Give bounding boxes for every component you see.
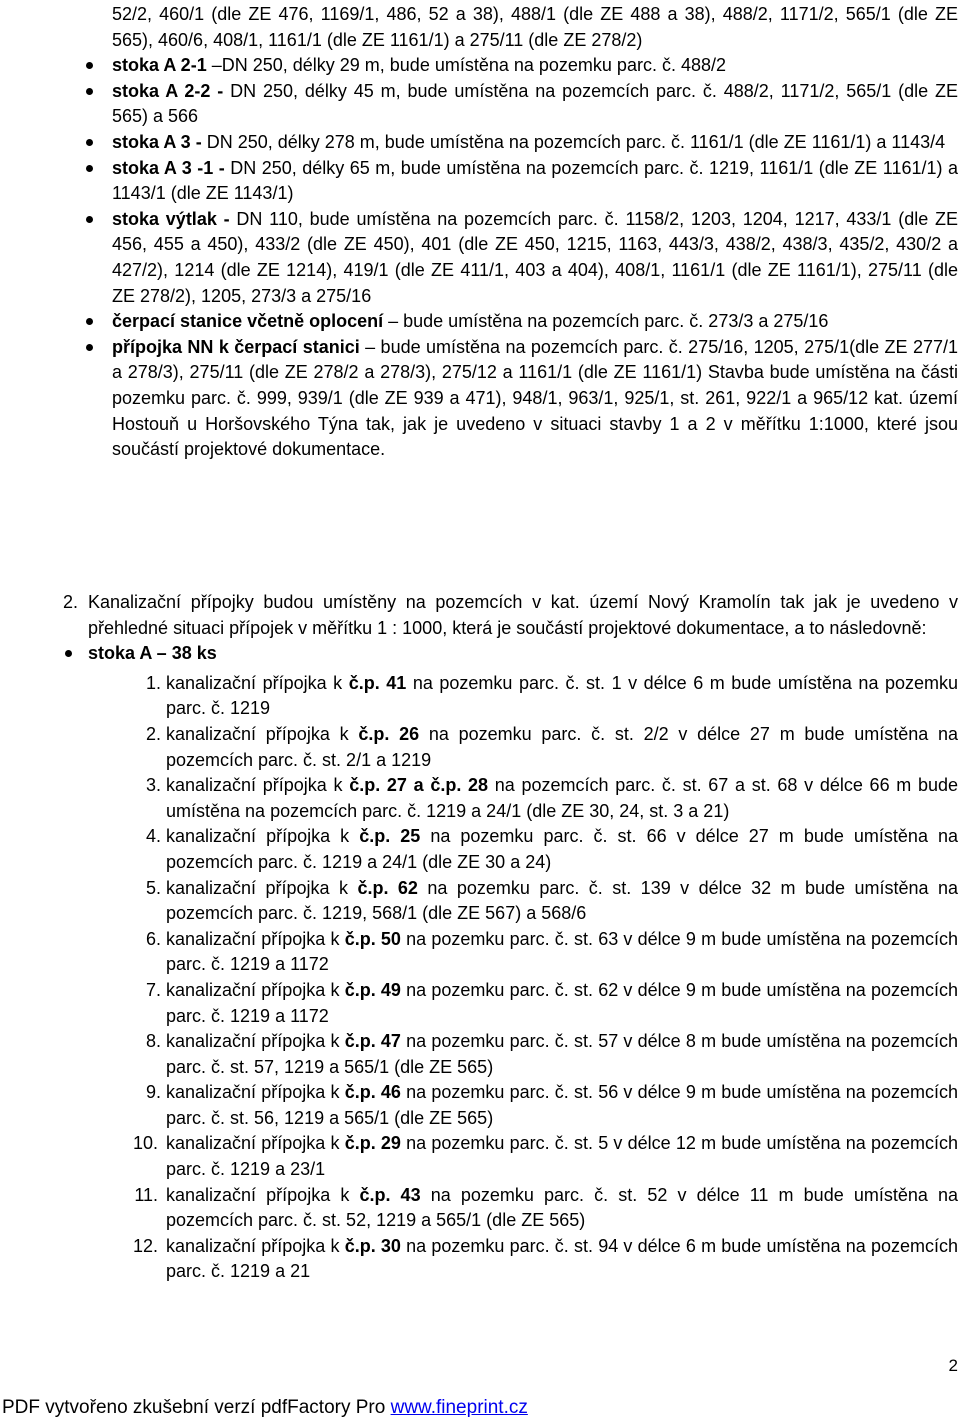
list-item	[63, 1183, 958, 1234]
bullet-item	[86, 207, 958, 309]
footer-text: PDF vytvořeno zkušební verzí pdfFactory Pro	[2, 1397, 391, 1418]
item-number: 1.	[145, 672, 161, 693]
list-item	[63, 1029, 958, 1080]
item-cp: č.p. 41	[348, 672, 407, 693]
continuation-paragraph: 52/2, 460/1 (dle ZE 476, 1169/1, 486, 52 a 38), 488/1 (dle ZE 488 a 38), 488/2, 1171/2, 565/1 (dle ZE 565), 460/6, 408/1, 1161/1 (dle ZE 1161/1) a 275/11 (dle ZE 278/2)	[112, 4, 958, 50]
bullet-label: stoka A 3 -	[112, 131, 202, 152]
item-cp: č.p. 30	[344, 1235, 401, 1256]
bullet-label: přípojka NN k čerpací stanici	[112, 336, 360, 357]
item-text: na pozemku parc. č. st. 52 v délce 11 m bude umístěna na pozemcích parc. č. st. 52, 1219 a 565/1 (dle ZE 565)	[166, 1184, 959, 1231]
bullet-item	[86, 130, 958, 156]
item-prefix: kanalizační přípojka k	[166, 1184, 360, 1205]
item-text: na pozemcích parc. č. st. 67 a st. 68 v délce 66 m bude umístěna na pozemcích parc. č. 1219 a 24/1 (dle ZE 30, 24, st. 3 a 21)	[166, 775, 959, 821]
list-item	[63, 773, 958, 824]
stoka-heading	[63, 641, 958, 667]
item-number: 3.	[145, 775, 161, 796]
item-text: na pozemku parc. č. st. 62 v délce 9 m bude umístěna na pozemcích parc. č. 1219 a 1172	[166, 979, 959, 1026]
item-prefix: kanalizační přípojka k	[166, 877, 358, 898]
page-number: 2	[948, 1356, 958, 1375]
item-prefix: kanalizační přípojka k	[166, 928, 345, 949]
item-number: 8.	[145, 1031, 161, 1052]
item-cp: č.p. 29	[344, 1133, 401, 1154]
bullet-text: DN 110, bude umístěna na pozemcích parc. č. 1158/2, 1203, 1204, 1217, 433/1 (dle ZE 456, 455 a 450), 433/2 (dle ZE 450), 401 (dle ZE 450, 1215, 1163, 443/3, 438/2, 438/3, 435/2, 430/2 a 427/2), 1214 (dle ZE 1214), 419/1 (dle ZE 411/1, 403 a 404), 408/1, 1161/1 (dle ZE 1161/1), 275/11 (dle ZE 278/2), 1205, 273/3 a 275/16	[112, 208, 958, 306]
item-number: 7.	[145, 979, 161, 1000]
bullet-text: DN 250, délky 278 m, bude umístěna na pozemcích parc. č. 1161/1 (dle ZE 1161/1) a 1143/4	[201, 131, 946, 152]
list-item	[63, 876, 958, 927]
item-prefix: kanalizační přípojka k	[166, 1133, 345, 1154]
item-cp: č.p. 43	[359, 1184, 421, 1205]
item-number: 10.	[132, 1133, 158, 1154]
bullet-text: – bude umístěna na pozemcích parc. č. 275/16, 1205, 275/1(dle ZE 277/1 a 278/3), 275/11 (dle ZE 278/2 a 278/3), 275/12 a 1161/1 (dle ZE 1161/1) Stavba bude umístěna na části pozemku parc. č. 999, 939/1 (dle ZE 939 a 471), 948/1, 963/1, 925/1, st. 261, 922/1 a 965/12 kat. území Hostouň u Horšovského Týna tak, jak je uvedeno v situaci stavby 1 a 2 v měřítku 1:1000, které jsou součástí projektové dokumentace.	[112, 336, 959, 460]
list-item	[63, 671, 958, 722]
bullet-label: stoka A 2-1	[112, 55, 207, 76]
item-number: 6.	[145, 928, 161, 949]
item-text: na pozemku parc. č. st. 57 v délce 8 m bude umístěna na pozemcích parc. č. st. 57, 1219 a 565/1 (dle ZE 565)	[166, 1031, 959, 1077]
bullet-text: –DN 250, délky 29 m, bude umístěna na pozemku parc. č. 488/2	[206, 55, 726, 76]
bullet-label: čerpací stanice včetně oplocení	[112, 311, 384, 332]
item-prefix: kanalizační přípojka k	[166, 1031, 345, 1052]
bullet-item	[86, 335, 958, 463]
section-2	[63, 590, 958, 1285]
item-cp: č.p. 49	[344, 979, 401, 1000]
connection-list	[63, 671, 958, 1285]
list-item	[63, 1080, 958, 1131]
item-number: 2.	[145, 723, 161, 744]
list-item	[63, 927, 958, 978]
bullet-list	[86, 53, 958, 463]
item-cp: č.p. 27 a č.p. 28	[349, 775, 489, 796]
item-cp: č.p. 46	[344, 1082, 401, 1103]
item-text: na pozemku parc. č. st. 139 v délce 32 m bude umístěna na pozemcích parc. č. 1219, 568/1 (dle ZE 567) a 568/6	[166, 877, 959, 924]
item-text: na pozemku parc. č. st. 5 v délce 12 m bude umístěna na pozemcích parc. č. 1219 a 23/1	[166, 1133, 959, 1180]
list-item	[63, 978, 958, 1029]
bullet-text: DN 250, délky 65 m, bude umístěna na pozemcích parc. č. 1219, 1161/1 (dle ZE 1161/1) a 1143/1 (dle ZE 1143/1)	[112, 157, 959, 204]
bullet-label: stoka výtlak -	[112, 208, 230, 229]
item-text: na pozemku parc. č. st. 56 v délce 9 m bude umístěna na pozemcích parc. č. st. 56, 1219 a 565/1 (dle ZE 565)	[166, 1082, 959, 1128]
item-text: na pozemku parc. č. st. 94 v délce 6 m bude umístěna na pozemcích parc. č. 1219 a 21	[166, 1235, 959, 1282]
bullet-label: stoka A 3 -1 -	[112, 157, 225, 178]
item-cp: č.p. 25	[359, 826, 421, 847]
item-number: 11.	[134, 1184, 158, 1205]
item-prefix: kanalizační přípojka k	[166, 775, 350, 796]
list-item	[63, 824, 958, 875]
item-text: na pozemku parc. č. st. 1 v délce 6 m bude umístěna na pozemku parc. č. 1219	[166, 672, 959, 719]
section-2-text: Kanalizační přípojky budou umístěny na pozemcích v kat. území Nový Kramolín tak jak je uvedeno v přehledné situaci přípojek v měřítku 1 : 1000, která je součástí projektové dokumentace, a to následovně:	[88, 592, 958, 638]
item-text: na pozemku parc. č. st. 66 v délce 27 m bude umístěna na pozemcích parc. č. 1219 a 24/1 (dle ZE 30 a 24)	[166, 826, 959, 872]
item-text: na pozemku parc. č. st. 2/2 v délce 27 m bude umístěna na pozemcích parc. č. st. 2/1 a 1219	[166, 723, 959, 770]
footer-link[interactable]: www.fineprint.cz	[390, 1397, 528, 1418]
bullet-item	[86, 79, 958, 130]
item-prefix: kanalizační přípojka k	[166, 723, 359, 744]
item-number: 4.	[145, 826, 161, 847]
bullet-label: stoka A 2-2 -	[112, 80, 224, 101]
bullet-item	[86, 53, 958, 79]
item-prefix: kanalizační přípojka k	[166, 826, 360, 847]
section-2-lead	[63, 590, 958, 641]
item-number: 12.	[132, 1235, 158, 1256]
pdf-footer	[2, 1395, 528, 1421]
stoka-label: stoka A – 38 ks	[88, 643, 217, 664]
section-1	[86, 2, 958, 463]
item-cp: č.p. 26	[358, 723, 420, 744]
item-prefix: kanalizační přípojka k	[166, 979, 345, 1000]
item-cp: č.p. 62	[357, 877, 418, 898]
item-cp: č.p. 47	[344, 1031, 401, 1052]
list-item	[63, 1131, 958, 1182]
bullet-item	[86, 309, 958, 335]
item-number: 9.	[145, 1082, 161, 1103]
list-item	[63, 722, 958, 773]
list-item	[63, 1234, 958, 1285]
item-cp: č.p. 50	[344, 928, 401, 949]
item-text: na pozemku parc. č. st. 63 v délce 9 m bude umístěna na pozemcích parc. č. 1219 a 1172	[166, 928, 959, 975]
item-number: 5.	[145, 877, 161, 898]
item-prefix: kanalizační přípojka k	[166, 672, 349, 693]
bullet-text: – bude umístěna na pozemcích parc. č. 273/3 a 275/16	[383, 311, 829, 332]
bullet-text: DN 250, délky 45 m, bude umístěna na pozemcích parc. č. 488/2, 1171/2, 565/1 (dle ZE 565) a 566	[112, 80, 958, 127]
item-prefix: kanalizační přípojka k	[166, 1235, 345, 1256]
section-number: 2.	[63, 592, 79, 612]
item-prefix: kanalizační přípojka k	[166, 1082, 345, 1103]
bullet-item	[86, 156, 958, 207]
